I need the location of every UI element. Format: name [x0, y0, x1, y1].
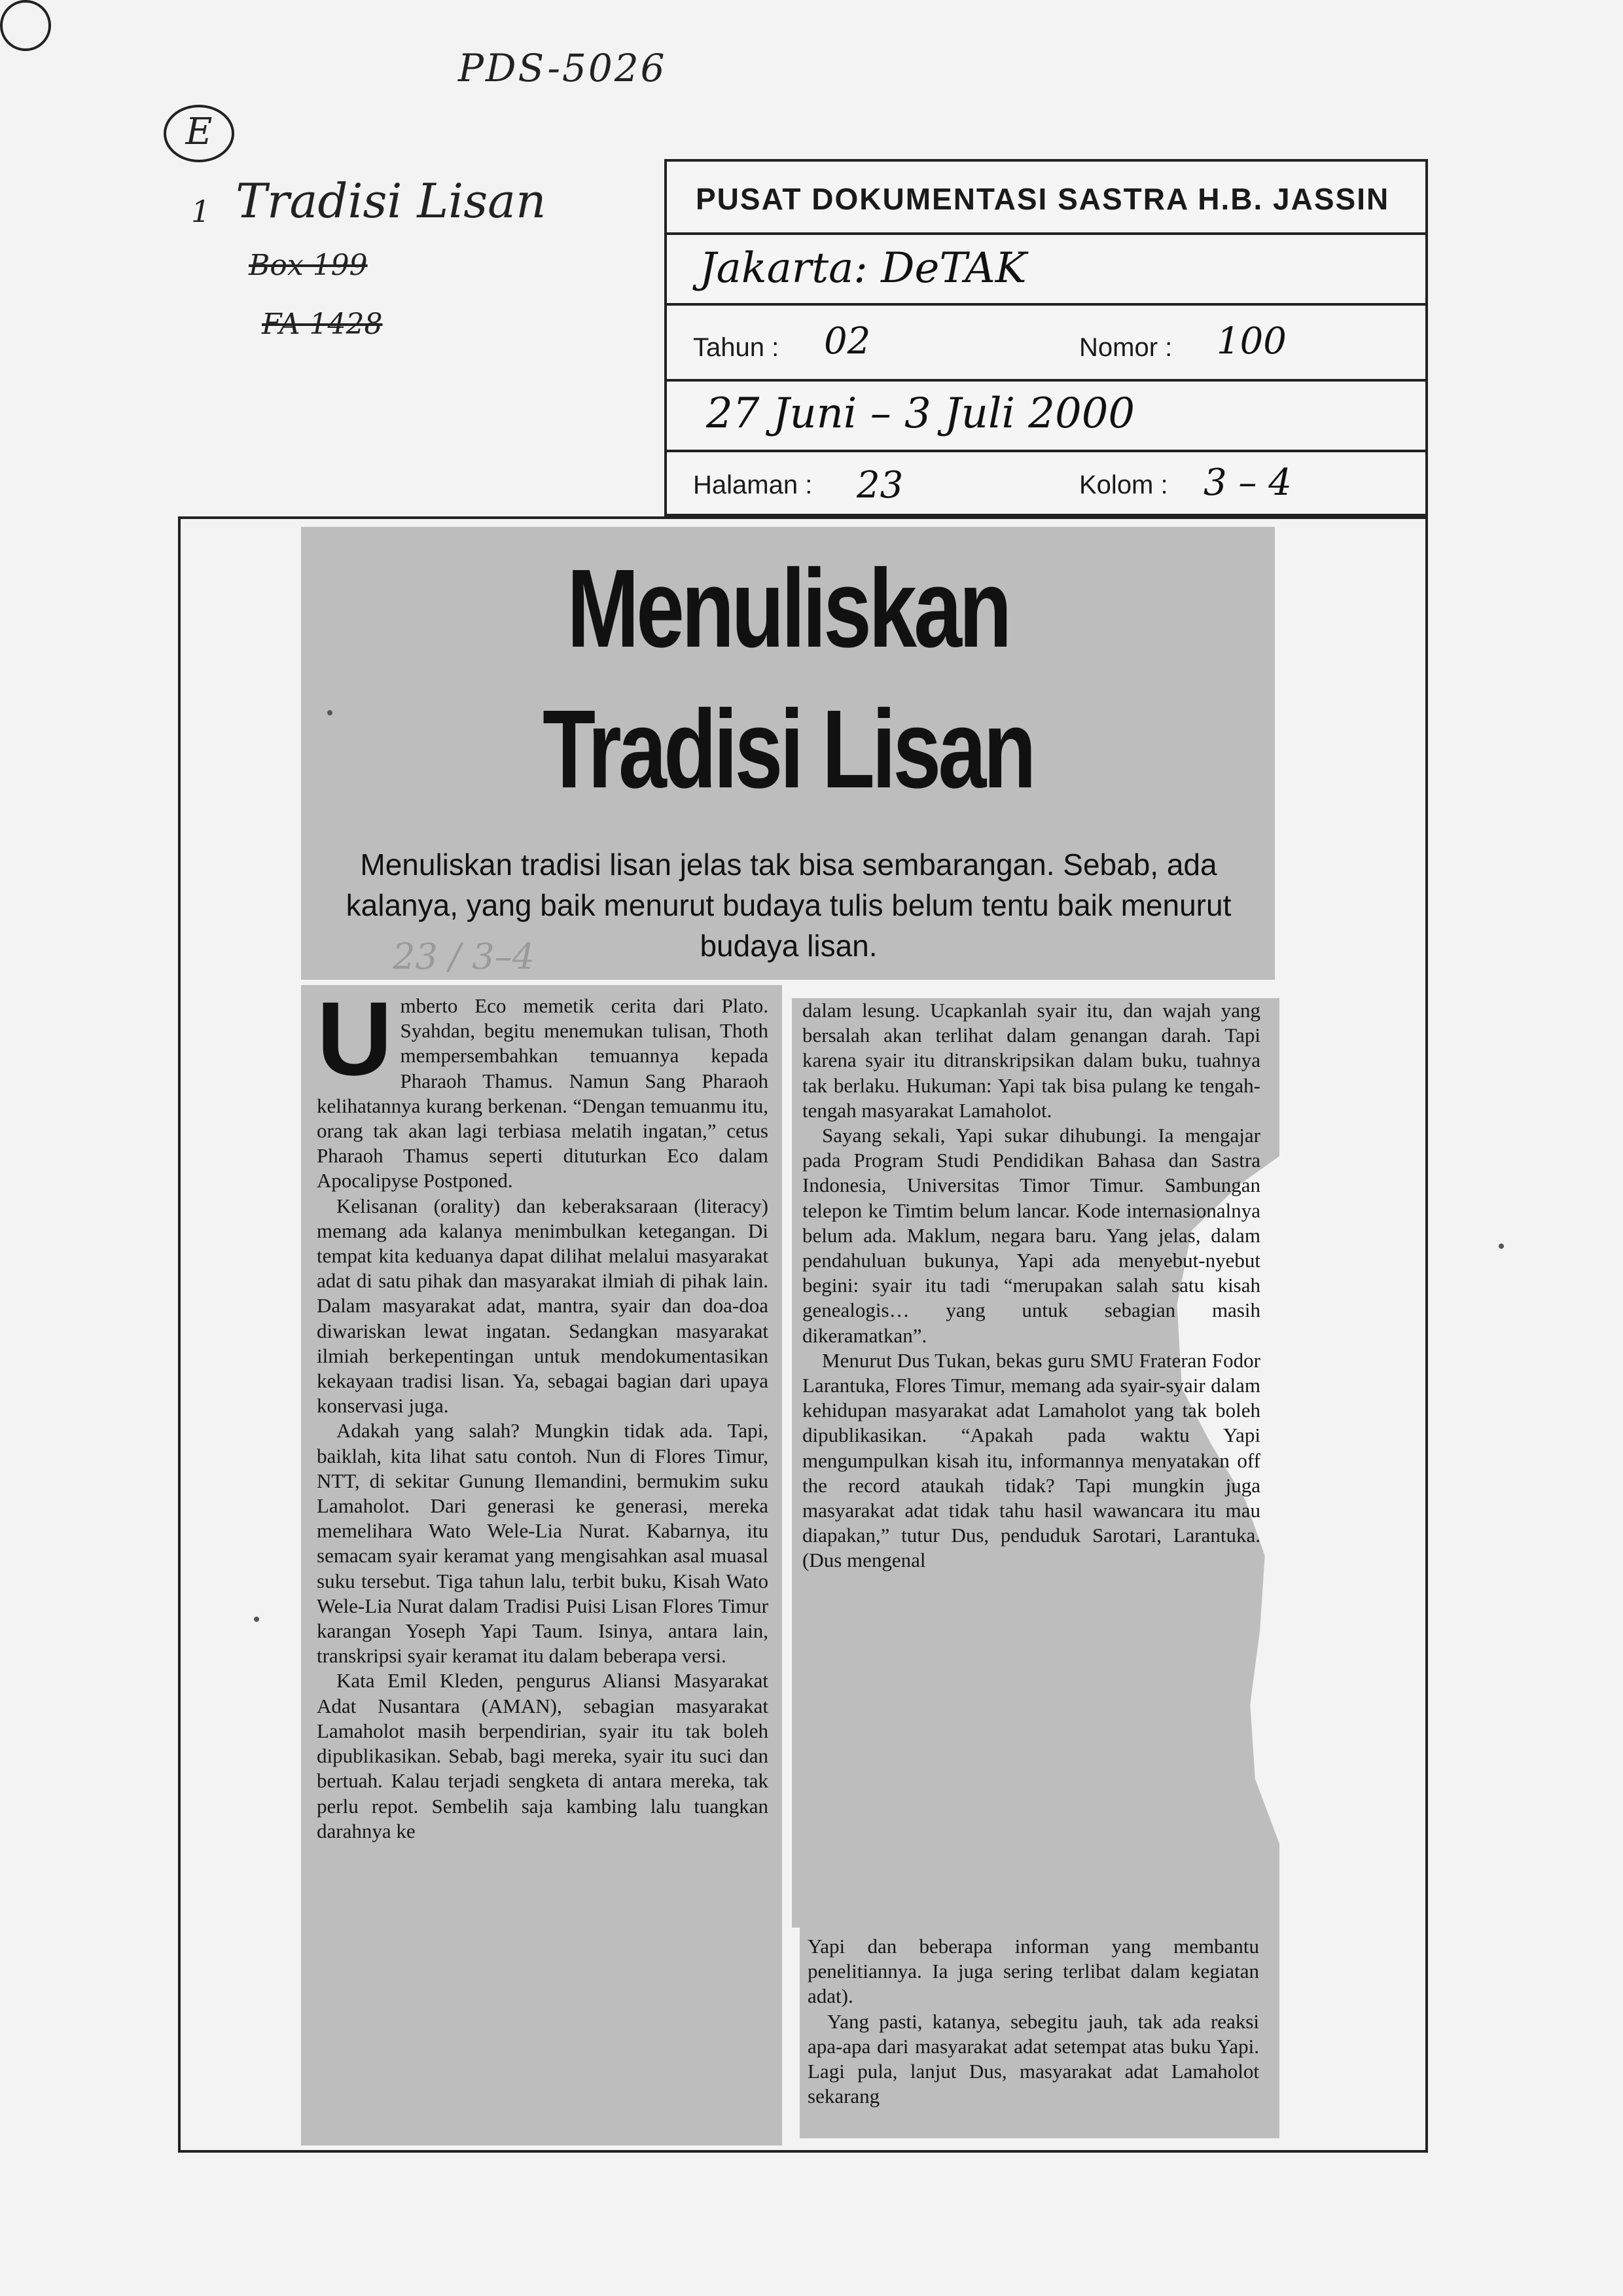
- header-source-row: [667, 235, 1425, 306]
- paragraph: Yapi dan beberapa informan yang membantu penelitiannya. Ia juga sering terlibat dalam kegiatan adat).: [808, 1935, 1259, 2008]
- issue-date: 27 Juni – 3 Juli 2000: [706, 389, 1135, 438]
- headline-clipping: [301, 527, 1275, 980]
- paragraph: dalam lesung. Ucapkanlah syair itu, dan wajah yang bersalah akan terlihat dalam genangan darah. Tapi karena syair itu ditranskripsikan dalam buku, tuahnya tak berlaku. Hukuman: Yapi tak bisa pulang ke tengah-tengah masyarakat Lamaholot.: [802, 999, 1260, 1122]
- year-label: Tahun :: [693, 333, 779, 362]
- header-page-row: [667, 452, 1425, 516]
- paragraph: Kelisanan (orality) dan keberaksaraan (literacy) memang ada kalanya menimbulkan ketegangan. Di tempat kita keduanya dapat dilihat melalui masyarakat adat di satu pihak dan masyarakat ilmiah di pihak lain. Dalam masyarakat adat, mantra, syair dan doa-doa diwariskan lewat ingatan. Sedangkan masyarakat ilmiah berkepentingan untuk mendokumentasikan kekayaan tradisi lisan. Ya, sebagai bagian dari upaya konservasi juga.: [317, 1194, 768, 1418]
- paragraph: Menurut Dus Tukan, bekas guru SMU Frateran Fodor Larantuka, Flores Timur, memang ada syair-syair dalam kehidupan masyarakat adat Lamaholot yang tak boleh dipublikasikan. “Apakah pada waktu Yapi mengumpulkan kisah itu, informannya menyatakan off the record ataukah tidak? Tapi mungkin juga masyarakat adat tidak tahu hasil wawancara itu mau diapakan,” tutur Dus, penduduk Sarotari, Larantuka. (Dus mengenal: [802, 1348, 1260, 1572]
- pencil-page-note: 23 / 3–4: [393, 936, 535, 977]
- header-issue-row: [667, 306, 1425, 382]
- article-title-line1: Menuliskan: [567, 547, 1009, 671]
- dropcap: U: [317, 980, 393, 1097]
- column-label: Kolom :: [1079, 471, 1168, 499]
- institution-name: PUSAT DOKUMENTASI SASTRA H.B. JASSIN: [696, 182, 1390, 216]
- document-code: PDS-5026: [458, 46, 667, 90]
- speck: [327, 710, 332, 715]
- header-institution-row: [667, 162, 1425, 235]
- speck: [254, 1617, 259, 1622]
- header-date-row: [667, 382, 1425, 452]
- number-value: 100: [1217, 320, 1287, 363]
- paragraph: Kata Emil Kleden, pengurus Aliansi Masyarakat Adat Nusantara (AMAN), sebagian masyarakat Lamaholot masih berpendirian, syair itu tak boleh dipublikasikan. Sebab, bagi mereka, syair itu suci dan bertuah. Kalau terjadi sengketa di antara mereka, tak perlu repot. Sembelih saja kambing lalu tuangkan darahnya ke: [317, 1669, 768, 1842]
- box-number-struck: Box 199: [249, 249, 368, 282]
- page-label: Halaman :: [693, 471, 813, 499]
- fa-number-struck: FA 1428: [262, 308, 383, 341]
- subject-number: 1: [191, 194, 211, 229]
- article-column-3: [808, 1934, 1259, 2109]
- article-column-2: [802, 998, 1260, 1573]
- page-value: 23: [857, 464, 904, 507]
- archive-header: [664, 159, 1428, 516]
- article-title-line2: Tradisi Lisan: [543, 687, 1033, 812]
- number-label: Nomor :: [1079, 333, 1173, 362]
- paragraph: Sayang sekali, Yapi sukar dihubungi. Ia mengajar pada Program Studi Pendidikan Bahasa dan Sastra Indonesia, Universitas Timor Timur. Sambungan telepon ke Timtim belum lancar. Kode internasionalnya belum ada. Maklum, negara baru. Yang jelas, dalam pendahuluan bukunya, Yapi ada menyebut-nyebut begini: syair itu tadi “merupakan salah satu kisah genealogis… yang untuk sebagian masih dikeramatkan”.: [802, 1124, 1260, 1347]
- column-value: 3 – 4: [1204, 461, 1292, 504]
- paragraph: Umberto Eco memetik cerita dari Plato. Syahdan, begitu menemukan tulisan, Thoth mempersembahkan temuannya kepada Pharaoh Thamus. Namun Sang Pharaoh kelihatannya kurang berkenan. “Dengan temuanmu itu, orang tak akan lagi terbiasa melatih ingatan,” cetus Pharaoh Thamus seperti dituturkan Eco dalam Apocalipyse Postponed.: [317, 980, 768, 1193]
- article-deck: Menuliskan tradisi lisan jelas tak bisa sembarangan. Sebab, ada kalanya, yang baik menurut budaya tulis belum tentu baik menurut budaya lisan.: [346, 848, 1232, 963]
- year-value: 02: [824, 320, 871, 363]
- category-letter: E: [164, 105, 234, 162]
- speck: [1499, 1244, 1504, 1249]
- paragraph: Yang pasti, katanya, sebegitu jauh, tak ada reaksi apa-apa dari masyarakat adat setempat atas buku Yapi. Lagi pula, lanjut Dus, masyarakat adat Lamaholot sekarang: [808, 2009, 1259, 2108]
- subject-label: Tradisi Lisan: [236, 173, 546, 228]
- paragraph: Adakah yang salah? Mungkin tidak ada. Tapi, baiklah, kita lihat satu contoh. Nun di Flores Timur, NTT, di sekitar Gunung Ilemandini, bermukim suku Lamaholot. Dari generasi ke generasi, mereka memelihara Wato Wele-Lia Nurat. Kabarnya, itu semacam syair keramat yang mengisahkan asal muasal suku tersebut. Tiga tahun lalu, terbit buku, Kisah Wato Wele-Lia Nurat dalam Tradisi Puisi Lisan Flores Timur karangan Yoseph Yapi Taum. Isinya, antara lain, transkripsi syair keramat itu dalam beberapa versi.: [317, 1419, 768, 1668]
- source-publication: Jakarta: DeTAK: [700, 244, 1027, 293]
- subject-number-circle: [0, 0, 51, 51]
- article-column-1: [317, 980, 768, 1844]
